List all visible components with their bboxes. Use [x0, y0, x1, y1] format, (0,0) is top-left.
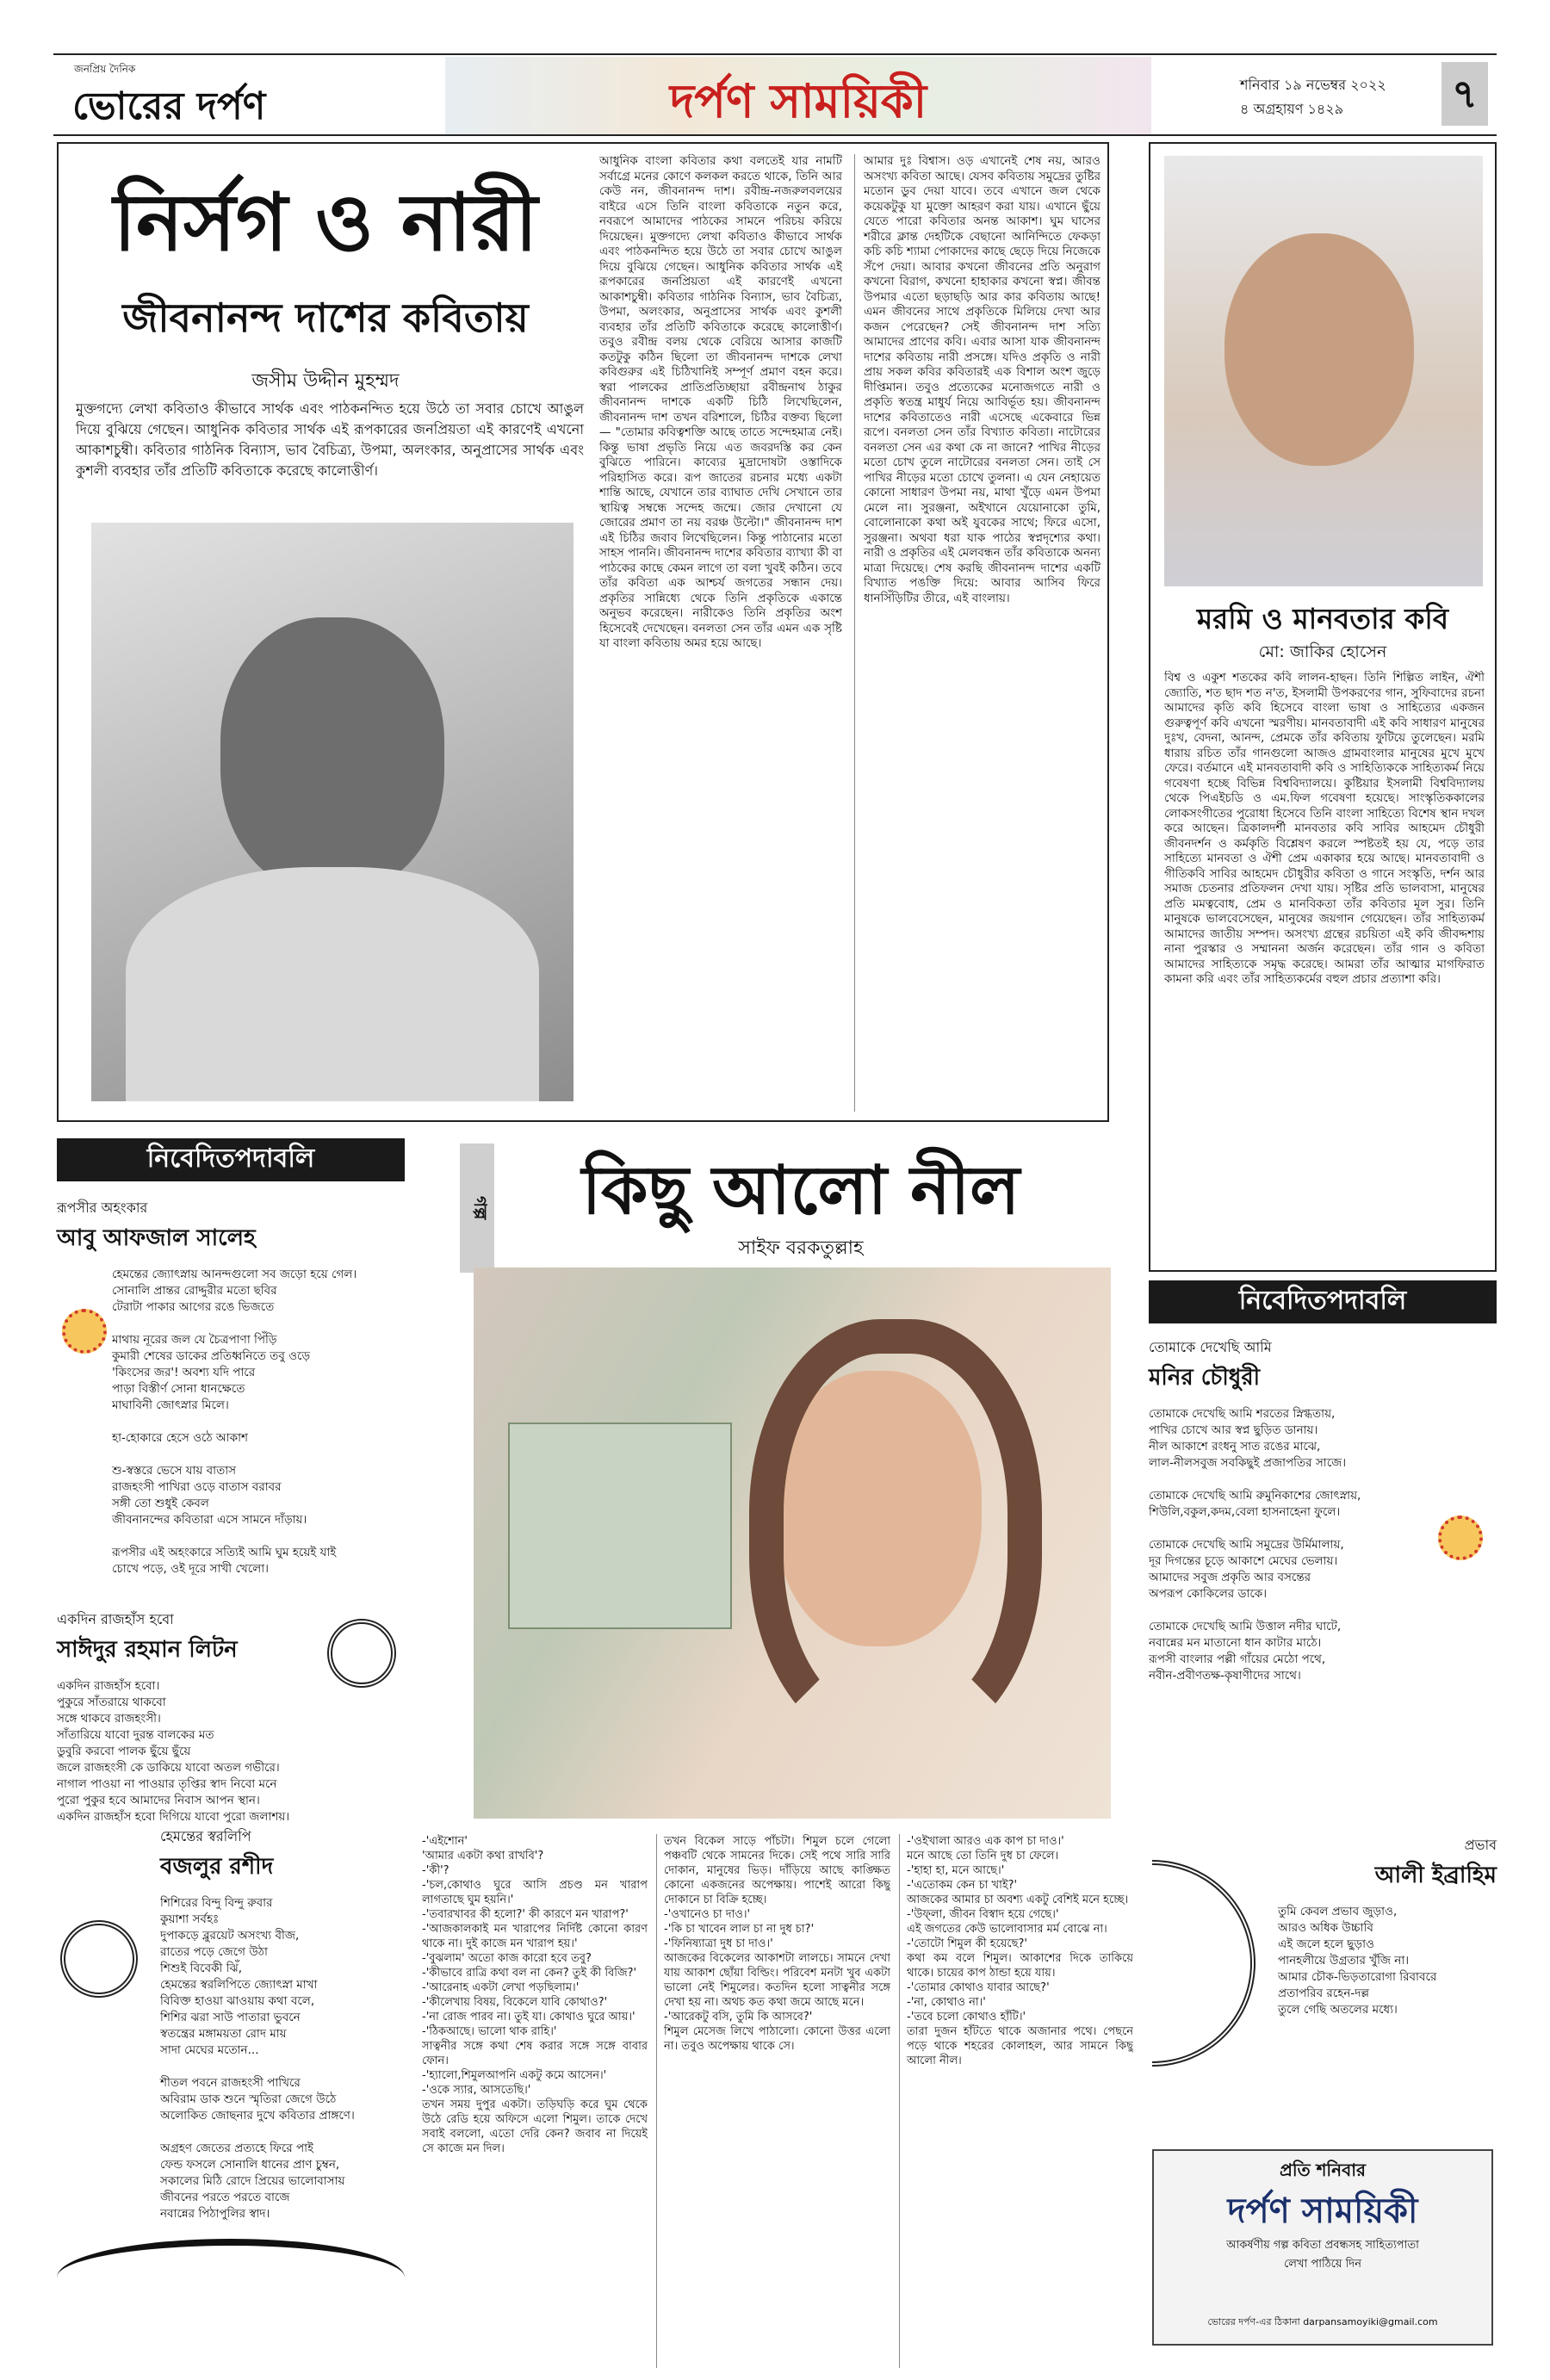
poem-1	[57, 1197, 405, 1577]
article-column-1	[599, 154, 842, 1112]
side-article-title: মরমি ও মানবতার কবি	[1196, 602, 1449, 635]
woman-hair-shape	[749, 1319, 1042, 1750]
article-column-1-text: আধুনিক বাংলা কবিতার কথা বলতেই যার নামটি সর্বাগ্রে মনের কোণে কলকল করতে থাকে, তিনি আর কেউ নন, জীবনানন্দ দাশ। রবীন্দ্র-নজরুলবলয়ের বাইরে এসে তিনি বাংলা কবিতাকে নতুন করে, নবরূপে আমাদের পাঠকের সামনে পরিচয় করিয়ে দিয়েছেন। মুক্তগদ্যে লেখা কবিতাও কীভাবে সার্থক এবং পাঠকনন্দিত হয়ে উঠে তা সবার চোখে আঙুল দিয়ে বুঝিয়ে গেছেন। আধুনিক কবিতার সার্থক এই রূপকারের জনপ্রিয়তা এই কারণেই এখনো আকাশচুম্বী। কবিতার গাঠনিক বিন্যাস, ভাব বৈচিত্র্য, উপমা, অলংকার, অনুপ্রাসের সার্থক এবং কুশলী ব্যবহার তাঁর প্রতিটি কবিতাকে করেছে কালোত্তীর্ণ। তবুও রবীন্দ্র বলয় থেকে বেরিয়ে আসার কাজটি কতটুকু কঠিন ছিলো তা জীবনানন্দ দাশকে লেখা কবিগুরুর এই চিঠিখানিই সম্পূর্ণ প্রমাণ বহন করে। স্বরা পালকের প্রাতিপ্রতিচ্ছায়া রবীন্দ্রনাথ ঠাকুর জীবনানন্দ দাশকে একটি চিঠি লিখেছিলেন, জীবনানন্দ দাশ তখন বরিশালে, চিঠির বক্তব্য ছিলো— "তোমার কবিত্বশক্তি আছে তাতে সন্দেহমাত্র নেই। কিন্তু ভাষা প্রভৃতি নিয়ে এত জবরদস্তি কর কেন বুঝিতে পারিনে। কাব্যের মুদ্রাদোষটা ওস্তাদিকে পরিহাসিত করে। রূপ জাতের রচনার মধ্যে একটা শান্তি আছে, যেখানে তার ব্যাঘাত দেখি সেখানে তার স্থায়িত্ব সম্বন্ধে সন্দেহ জন্মে। জোর দেখানো যে জোরের প্রমাণ তা নয় বরঞ্চ উল্টো।" জীবনানন্দ দাশ এই চিঠির জবাব লিখেছিলেন। কিন্তু পাঠানোর মতো সাহস পাননি। জীবনানন্দ দাশের কবিতার ব্যাখ্যা কী বা পাঠকের কাছে কেমন লাগে তা বলা খুবই কঠিন। তবে তাঁর কবিতা এক আশ্চর্য জগতের সন্ধান দেয়। প্রকৃতির সান্নিধ্যে থেকে তিনি প্রকৃতিকে একান্তে অনুভব করেছেন। নারীকেও তিনি প্রকৃতির অংশ হিসেবেই দেখেছেন। বনলতা সেন তাঁর এমন এক সৃষ্টি যা বাংলা কবিতায় অমর হয়ে আছে।	[599, 154, 842, 650]
mandala-ornament	[60, 1920, 138, 1998]
poem-body: তোমাকে দেখেছি আমি শরতের স্নিগ্ধতায়, পাখির চোখে আর স্বপ্ন ছুড়িত ডানায়। নীল আকাশে রংধনু সাত রঙের মাঝে, লাল-নীলসবুজ সবকিছুই প্রজাপতির সাজে। তোমাকে দেখেছি আমি রুমুনিকাশের জোৎস্নায়, শিউলি,বকুল,কদম,বেলা হাসনাহেনা ফুলে। তোমাকে দেখেছি আমি সমুদ্রের উর্মিমালায়, দূর দিগন্তের চূড়ে আকাশে মেঘের ভেলায়। আমাদের সবুজ প্রকৃতি আর বসন্তের অপরূপ কোকিলের ডাকে। তোমাকে দেখেছি আমি উত্তাল নদীর ঘাটে, নবান্নের মন মাতানো ধান কাটার মাঠে। রূপসী বাংলার পল্লী গাঁয়ের মেঠো পথে, নবীন-প্রবীণতক্ষ-কৃষাণীদের সাথে।	[1149, 1407, 1361, 1683]
poem-body: একদিন রাজহাঁস হবো। পুকুরে সাঁতরায়ে থাকবো সঙ্গে থাকবে রাজহংসী। সাঁতারিয়ে যাবো দুরন্ত বালকের মত ডুবুরি করবো পালক ছুঁয়ে ছুঁয়ে জলে রাজহংসী কে ডাকিয়ে যাবো অতল গভীরে। নাগাল পাওয়া না পাওয়ার তৃপ্তির স্বাদ নিবো মনে পুরো পুকুর হবে আমাদের নিবাস আপন স্থান। একদিন রাজহাঁস হবো দিগিয়ে যাবো পুরো জলাশয়।	[57, 1679, 290, 1824]
article-intro: মুক্তগদ্যে লেখা কবিতাও কীভাবে সার্থক এবং পাঠকনন্দিত হয়ে উঠে তা সবার চোখে আঙুল দিয়ে বুঝিয়ে গেছেন। আধুনিক কবিতার সার্থক এই রূপকারের জনপ্রিয়তা এই কারণেই এখনো আকাশচুম্বী। কবিতার গাঠনিক বিন্যাস, ভাব বৈচিত্র্য, উপমা, অলংকার, অনুপ্রাসের সার্থক এবং কুশলী ব্যবহার তাঁর প্রতিটি কবিতাকে করেছে কালোত্তীর্ণ।	[76, 400, 584, 479]
side-article-author: মো: জাকির হোসেন	[1258, 642, 1387, 661]
poet-photo	[1164, 156, 1483, 586]
promo-line-2: আকর্ষণীয় গল্প কবিতা প্রবন্ধসহ সাহিত্যপাতা	[1226, 2239, 1419, 2252]
poet-name: আলী ইব্রাহিম	[1374, 1862, 1497, 1888]
mandala-ornament	[327, 1619, 396, 1688]
promo-footer: ভোরের দর্পণ-এর ঠিকানা darpansamoyiki@gmail.com	[1207, 2316, 1438, 2327]
story-illustration	[474, 1267, 1111, 1819]
floral-ornament	[62, 1309, 107, 1354]
paper-tagline: জনপ্রিয় দৈনিক	[74, 63, 136, 75]
poetry-banner-left: নিবেদিতপদাবলি	[57, 1138, 405, 1181]
story-column-1: -'এইশোন' 'আমার একটা কথা রাখবি'? -'কী'? -'চল,কোথাও ঘুরে আসি প্রচণ্ড মন খারাপ লাগতাছে ঘুম হয়নি।' -'তবারখাবর কী হলো?' কী কারণে মন খারাপ?' -'আজকালকাই মন খারাপের নির্দিষ্ট কোনো কারণ থাকে না। দুই কাজে মন খারাপ হয়।' -'বুঝলাম' অতো কাজ কারো হবে তবু? -'কীভাবে রাত্রি কথা বল না কেন? তুই কী বিজি?' -'আরেনাহ একটা লেখা পড়ছিলাম।' -'কীলেখায় বিষয়, বিকেলে যাবি কোথাও?' -'না রোজ পারব না। তুই যা। কোথাও ঘুরে আয়।' -'ঠিকআছে। ভালো থাক রাহি।' সাত্বনীর সঙ্গে কথা শেষ করার সঙ্গে সঙ্গে বাবার ফোন। -'হ্যালো,শিমুলআপনি একটু কমে আসেন।' -'ওকে স্যার, আসতেছি।' তখন সময় দুপুর একটা। তড়িঘড়ি করে ঘুম থেকে উঠে রেডি হয়ে অফিসে এলো শিমুল। তাকে দেখে সবাই বললো, এতো দেরি কেন? জবাব না দিয়েই সে কাজে মন দিল।	[422, 1835, 648, 2155]
story-title: কিছু আলো নীল	[581, 1152, 1020, 1230]
poem-title: প্রভাব	[1464, 1837, 1497, 1853]
poem-body: তুমি কেবল প্রভাব জুড়াও, আরও অধিক উচ্চাবি এই জলে হলে ছুড়াও পানহলীয়ে উগ্ৰতার খুঁজি না। আমার চৌক-ভিড়তারোগা রিবাবরে প্রতাপরিব রহেন-দল্ল তুলে গেছি অতলের মধ্যে।	[1278, 1905, 1437, 2017]
poem-title: রূপসীর অহংকার	[57, 1199, 148, 1216]
section-title: দর্পণ সাময়িকী	[669, 74, 927, 128]
poem-title: একদিন রাজহাঁস হবো	[57, 1611, 174, 1627]
section-header-banner	[445, 57, 1151, 134]
masthead	[53, 53, 1497, 136]
portrait-head-shape	[220, 617, 444, 893]
issue-date-bangla: ৪ অগ্রহায়ণ ১৪২৯	[1240, 101, 1344, 117]
poem-body: শিশিরের বিন্দু বিন্দু রুবার কুয়াশা সর্বহঃ দুপাকড়ে ব্লুরয়েট অসংখ্য বীজ, রাতের পড়ে জেগে উঠা শিশুই বিবেকী ঝিঁ, হেমন্তের স্বরলিপিতে জ্যোৎস্না মাখা বিবিক্ত হাওয়া ঝাওয়ায় কথা বলে, শিশির ঝরা সাউ পাতারা ভুবনে স্বতন্ত্রের মঙ্গাময়তা রোদ মায় সাদা মেঘের মতোন... শীতল পবনে রাজহংসী পাখিরে অবিরাম ডাক শুনে স্মৃতিরা জেগে উঠে অলোকিত জোছনার দুখে কবিতার প্রাঙ্গণে। অগ্রহণ জেতের প্রত্যহে ফিরে পাই ফেন্ড ফসলে সোনালি ধানের প্রাণ চুম্বন, সকালের মিঠি রোদে প্রিয়ের ভালোবাসায় জীবনের পরতে পরতে বাজে নবান্নের পিঠাপুলির স্বাদ।	[160, 1896, 355, 2221]
promo-title: দর্পণ সাময়িকী	[1227, 2191, 1418, 2231]
floral-ornament	[1438, 1515, 1483, 1560]
article-column-2	[854, 154, 1100, 1112]
poem-body: হেমন্তের জ্যোৎস্নায় আনন্দগুলো সব জড়ো হয়ে গেল। সোনালি প্রান্তর রোদ্দুরীর মতো ছবির টেরাটা পাকার আগের রঙে ভিজতে মাথায় নূরের জল যে চৈত্রপাণা পিঁড়ি কুমারী শেষের ডাকের প্রতিধ্বনিতে তবু ওড়ে 'কিংসের জর'! অবশ্য যদি পারে পাড়া বিস্তীর্ণ সোনা ধানক্ষেতে মাঘাবিনী জোৎস্নার মিলে। হা-হোকারে হেসে ওঠে আকাশ শু-স্বস্তরে ভেসে যায় বাতাস রাজহংসী পাখিরা ওড়ে বাতাস বরাবর সঙ্গী তো শুধুই কেবল জীবনানন্দের কবিতারা এসে সামনে দাঁড়ায়। রূপসীর এই অহংকারে সত্যিই আমি ঘুম হয়েই যাই চোখে পড়ে, ওই দূরে সাখী খেলো।	[112, 1267, 357, 1576]
poet-name: বজলুর রশীদ	[160, 1854, 274, 1880]
portrait-body-shape	[126, 867, 539, 1101]
poem-title: হেমন্তের স্বরলিপি	[160, 1828, 251, 1844]
article-column-2-text: আমার দুঃ বিশ্বাস। ওড় এখানেই শেষ নয়, আরও অসংখ্য কবিতা আছে। যেসব কবিতায় সমুদ্রের তুষ্টির মতোন ডুব দেয়া যাবে। তবে এখানে জল থেকে কয়েকটুকু যা মুক্তো আহরণ করা যায়। এখানে ছুঁয়ে যেতে পারো কবিতার অনন্ত আকাশ। ঘুম ঘাসের শরীরে ক্লান্ত দেহটিকে বেছানো আনিন্দিতে ফেকড়া কচি কচি শ্যামা পোকাদের কাছে ছেড়ে দিয়ে নিজেকে সঁপে দেয়া। আবার কখনো জীবনের প্রতি অনুরাগ কখনো বিরাগ, কখনো হাহাকার কখনো স্বপ্ন। জীবন্ত উপমার এতো ছড়াছড়ি আর কার কবিতায় আছে! এমন জীবনের সাথে প্রকৃতিকে মিলিয়ে দেখা আর কজন পেরেছেন? সেই জীবনানন্দ দাশ সত্যি আমাদের প্রাণের কবি। এবার আসা যাক জীবনানন্দ দাশের কবিতায় নারী প্রসঙ্গে। যদিও প্রকৃতি ও নারী প্রায় সকল কবির কবিতারই এক বিশাল অংশ জুড়ে দীপ্তিমান। তবুও প্রত্যেকের মনোজগতে নারী ও প্রকৃতি স্বতন্ত্র মাধুর্য নিয়ে আবির্ভূত হয়। জীবনানন্দ দাশের কবিতাতেও নারী এসেছে একেবারে ভিন্ন রূপে। বনলতা সেন তাঁর বিখ্যাত কবিতা। নাটোরের বনলতা সেন এর কথা কে না জানে? পাখির নীড়ের মতো চোখ তুলে নাটোরের বনলতা সেন। তাই সে পাখির নীড়ের মতো চোখে তুলনা। এ যেন নেহায়েত কোনো সাধারণ উপমা নয়, মাথা খুঁড়ে এমন উপমা মেলে না। সুরঞ্জনা, অইখানে যেয়োনাকো তুমি, বোলোনাকো কথা অই যুবকের সাথে; ফিরে এসো, সুরঞ্জনা। অথবা ধরা যাক পাঠের স্বপ্নদৃশ্যের কথা। নারী ও প্রকৃতির এই মেলবন্ধন তাঁর কবিতাকে অনন্য মাত্রা দিয়েছে। শেষ করছি জীবনানন্দ দাশের একটি বিখ্যাত পঙক্তি দিয়ে: আবার আসিব ফিরে ধানসিঁড়িটির তীরে, এই বাংলায়।	[864, 154, 1100, 605]
poem-4	[1149, 1336, 1497, 1684]
story-label: গল্প	[460, 1144, 494, 1273]
story-column-2: তখন বিকেল সাড়ে পাঁচটা। শিমুল চলে গেলো পঞ্চবটি থেকে সামনের দিকে। সেই পথে সারি সারি দোকান, মানুষের ভিড়। দাঁড়িয়ে আছে কাঙ্ক্ষিত কোনো একজনের অপেক্ষায়। পাশেই আরো কিছু দোকানে চা বিক্রি হচ্ছে। -'ওখানেও চা দাও।' -'কি চা খাবেন লাল চা না দুধ চা?' -'ফিনিষ্যাত্রা দুধ চা দাও।' আজকের বিকেলের আকাশটা লালচে। সামনে দেখা যায় আকাশ ছোঁয়া বিল্ডিং। পরিবেশ মনটা খুব একটা ভালো নেই শিমুলের। কতদিন হলো সাত্বনীর সঙ্গে দেখা হয় না। অথচ কত কথা জমে আছে মনে। -'আরেকটু বসি, তুমি কি আসবে?' শিমুল মেসেজ লিখে পাঠালো। কোনো উত্তর এলো না। তবুও অপেক্ষায় থাকে সে।	[656, 1834, 890, 2368]
side-article-body: বিশ্ব ও একুশ শতকের কবি লালন-হাছন। তিনি শিল্পিত লাইন, ঐশী জ্যোতি, শত ছাদ শত ন'ত, ইসলামী উপকরণের গান, সুফিবাদের রচনা আমাদের কৃতি কবি হিসেবে বাংলা ভাষা ও সাহিত্যের একজন গুরুত্বপূর্ণ কবি এখনো স্মরণীয়। মানবতাবাদী এই কবি সাধারণ মানুষের দুঃখ, বেদনা, আনন্দ, প্রেমকে তাঁর কবিতায় ফুটিয়ে তুলেছেন। মরমি ধারায় রচিত তাঁর গানগুলো আজও গ্রামবাংলার মানুষের মুখে মুখে ফেরে। বর্তমানে এই মানবতাবাদী কবি ও সাহিত্যিককে সাহিত্যকর্ম নিয়ে গবেষণা হচ্ছে বিভিন্ন বিশ্ববিদ্যালয়ে। কুষ্টিয়ার ইসলামী বিশ্ববিদ্যালয় থেকে পিএইচডি ও এম.ফিল গবেষণা হয়েছে। সাংস্কৃতিককালের লোকসংগীতের পুরোধা হিসেবে তিনি বাংলা সাহিত্যে বিশেষ স্থান দখল করে আছেন। ত্রিকালদর্শী মানবতার কবি সাবির আহমেদ চৌধুরী জীবনদর্শন ও কর্মকৃতি বিশ্লেষণ করলে স্পষ্টতই হয় যে, পড়ে তার সাহিত্যে মানবতা ও ঐশী প্রেম একাকার হয়ে আছে। মানবতাবাদী ও গীতিকবি সাবির আহমেদ চৌধুরীর কবিতা ও গানে সংস্কৃতি, দর্শন আর সমাজ চেতনার প্রতিফলন দেখা যায়। সৃষ্টির প্রতি ভালবাসা, মানুষের প্রতি মমত্ববোধ, প্রেম ও মানবিকতা তাঁর কবিতার মূল সুর। তিনি মানুষকে ভালবেসেছেন, মানুষের জয়গান গেয়েছেন। তাঁর সাহিত্যকর্ম আমাদের জাতীয় সম্পদ। অসংখ্য গ্রন্থের রচয়িতা এই কবি জীবদ্দশায় নানা পুরস্কার ও সম্মাননা অর্জন করেছেন। তাঁর গান ও কবিতা আমাদের সাহিত্যকে সমৃদ্ধ করেছে। আমরা তাঁর আত্মার মাগফিরাত কামনা করি এবং তাঁর সাহিত্যকর্মের বহুল প্রচার প্রত্যাশা করি।	[1164, 671, 1485, 986]
side-article	[1149, 142, 1497, 1272]
poet-name: আবু আফজাল সালেহ	[57, 1225, 256, 1251]
issue-date: শনিবার ১৯ নভেম্বর ২০২২	[1240, 77, 1386, 93]
story-author: সাইফ বরকতুল্লাহ	[738, 1237, 864, 1259]
house-shape	[508, 1422, 732, 1629]
poem-3	[57, 1825, 405, 2222]
article-subtitle: জীবনানন্দ দাশের কবিতায়	[122, 294, 529, 341]
article-title: নির্সগ ও নারী	[113, 177, 538, 269]
story-section	[422, 1138, 1135, 2378]
paper-logo: ভোরের দর্পণ	[72, 84, 266, 128]
poem-title: তোমাকে দেখেছি আমি	[1149, 1339, 1272, 1355]
promo-line-1: প্রতি শনিবার	[1279, 2160, 1367, 2180]
article-author: জসীম উদ্দীন মুহম্মদ	[251, 370, 400, 392]
poet-face-shape	[1224, 233, 1414, 466]
poet-name: সাঈদুর রহমান লিটন	[57, 1637, 238, 1663]
lead-article	[57, 142, 1109, 1122]
poetry-banner-right: নিবেদিতপদাবলি	[1149, 1280, 1497, 1323]
story-column-3: -'ওইখালা আরও এক কাপ চা দাও।' মনে আছে তো তিনি দুধ চা ফেলে। -'হাহা হা, মনে আছে।' -'এতোকম কেন চা খাই?' আজকের আমার চা অবশ্য একটু বেশিই মনে হচ্ছে। -'উফ্‌লা, জীবন বিস্বাদ হয়ে গেছে।' এই জগতের কেউ ভালোবাসার মর্ম বোঝে না। -'তোটো শিমুল কী হয়েছে?' কথা কম বলে শিমুল। আকাশের দিকে তাকিয়ে থাকে। চায়ের কাপ ঠান্ডা হয়ে যায়। -'তোমার কোথাও যাবার আছে?' -'না, কোথাও না।' -'তবে চলো কোথাও হাঁটি।' তারা দুজন হাঁটতে থাকে অজানার পথে। পেছনে পড়ে থাকে শহরের কোলাহল, আর সামনে কিছু আলো নীল।	[899, 1834, 1133, 2368]
page-number: ৭	[1442, 62, 1488, 126]
poet-name: মনির চৌধুরী	[1149, 1365, 1261, 1391]
promo-box	[1152, 2149, 1493, 2346]
poet-portrait-photo	[91, 523, 574, 1101]
decorative-border-ornament	[57, 2239, 405, 2316]
promo-line-3: লেখা পাঠিয়ে দিন	[1284, 2258, 1361, 2271]
